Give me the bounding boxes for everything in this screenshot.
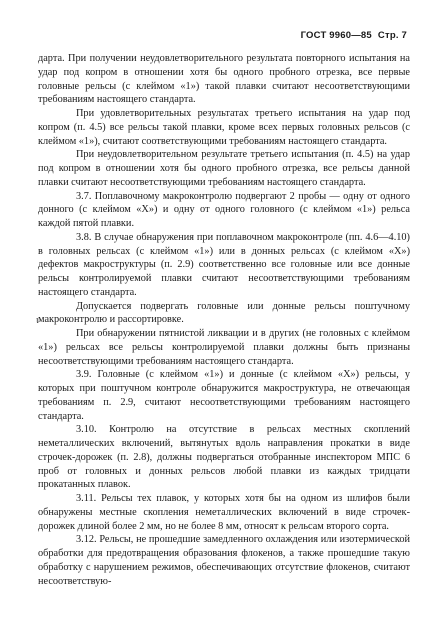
standard-number: ГОСТ 9960—85 xyxy=(300,30,372,41)
paragraph: При неудовлетворительном результате третьего испытания (п. 4.5) на удар под копром в отношении хотя бы одного пробного отрезка, все рельсы данной плавки считают несоответствующими требованиям настоящего стандарта. xyxy=(38,149,410,188)
page-number: Стр. 7 xyxy=(377,30,407,41)
paragraph: дарта. При получении неудовлетворительного результата повторного испытания на удар под копром в отношении хотя бы одного пробного отрезка, все первые головные рельсы (с клеймом «1») такой плавки считают несоответствующими требованиям настоящего стандарта. xyxy=(38,53,410,106)
paragraph-3-12: 3.12. Рельсы, не прошедшие замедленного охлаждения или изотермической обработки для предотвращения образования флокенов, а также прошедшие такую обработку с нарушением режимов, обеспечивающих отсутствие флокенов, считают несоответствую- xyxy=(38,534,410,587)
paragraph: При обнаружении пятнистой ликвации и в других (не головных с клеймом «1») рельсах все рельсы контролируемой плавки должны быть признаны несоответствующими требованиям настоящего стандарта. xyxy=(38,328,410,367)
paragraph: При удовлетворительных результатах третьего испытания на удар под копром (п. 4.5) все рельсы такой плавки, кроме всех первых головных рельсов (с клеймом «1»), считают соответствующими требованиям настоящего стандарта. xyxy=(38,108,410,147)
paragraph: Допускается подвергать головные или донные рельсы поштучному макроконтролю и рассортировке. xyxy=(38,300,410,326)
paragraph-3-11: 3.11. Рельсы тех плавок, у которых хотя бы на одном из шлифов были обнаружены местные скопления неметаллических включений в виде строчек-дорожек длиной более 2 мм, но не более 8 мм, относят к рельсам второго сорта. xyxy=(38,493,410,532)
margin-mark: ι xyxy=(36,315,39,326)
page-header xyxy=(301,30,407,41)
paragraph-3-10: 3.10. Контролю на отсутствие в рельсах местных скоплений неметаллических включений, вытянутых вдоль направления прокатки в виде строчек-дорожек (п. 2.8), должны подвергаться отобранные инспектором МПС 6 проб от головных и донных рельсов любой плавки из каждых тридцати прокатанных плавок. xyxy=(38,424,410,491)
paragraph-3-8: 3.8. В случае обнаружения при поплавочном макроконтроле (пп. 4.6—4.10) в головных рельсах (с клеймом «1») или в донных рельсах (с клеймом «Х») дефектов макроструктуры (п. 2.9) соответственно все головные или все донные рельсы контролируемой плавки считают несоответствующими требованиям настоящего стандарта. xyxy=(38,231,410,298)
paragraph-3-9: 3.9. Головные (с клеймом «1») и донные (с клеймом «Х») рельсы, у которых при поштучном контроле обнаружится макроструктура, не отвечающая требованиям п. 2.9, считают несоответствующими требованиям настоящего стандарта. xyxy=(38,369,410,422)
paragraph-3-7: 3.7. Поплавочному макроконтролю подвергают 2 пробы — одну от одного донного (с клеймом «Х») и одну от одного головного (с клеймом «1») рельса каждой пятой плавки. xyxy=(38,190,410,229)
body-text xyxy=(38,52,410,588)
